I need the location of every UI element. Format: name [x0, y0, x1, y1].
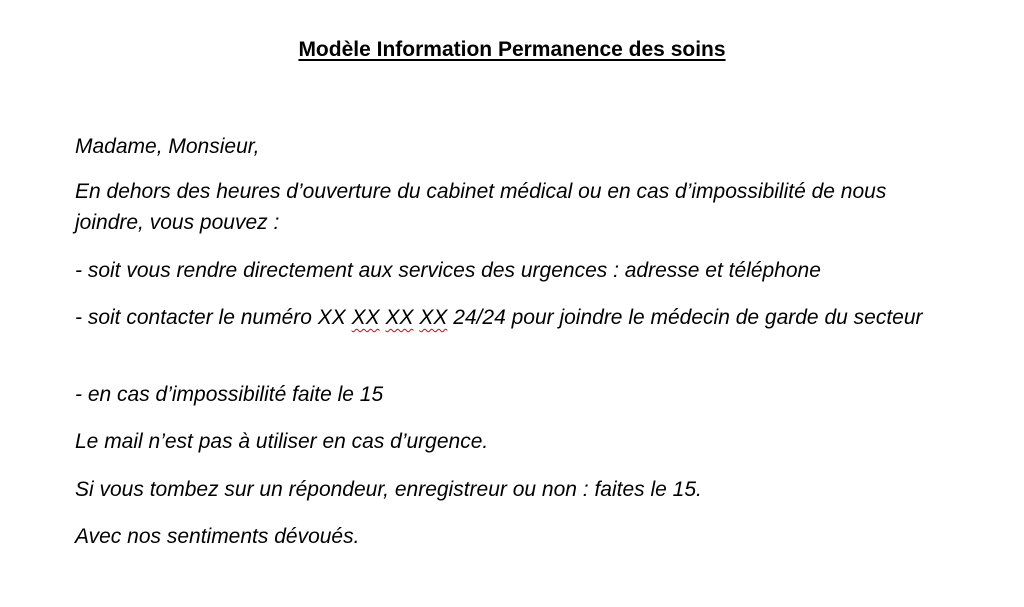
document-title: Modèle Information Permanence des soins	[298, 38, 726, 61]
number-part-1: XX	[351, 306, 380, 329]
option-call-15: - en cas d’impossibilité faite le 15	[75, 383, 384, 406]
option-urgences: - soit vous rendre directement aux services des urgences : adresse et téléphone	[75, 259, 821, 282]
mail-notice: Le mail n’est pas à utiliser en cas d’urgence.	[75, 430, 489, 453]
closing-line: Avec nos sentiments dévoués.	[75, 525, 360, 548]
option-phone-number	[75, 302, 951, 333]
voicemail-notice: Si vous tombez sur un répondeur, enregistreur ou non : faites le 15.	[75, 478, 702, 501]
greeting: Madame, Monsieur,	[75, 135, 260, 158]
intro-paragraph: En dehors des heures d’ouverture du cabinet médical ou en cas d’impossibilité de nous joindre, vous pouvez :	[75, 180, 887, 234]
number-part-3: XX	[419, 306, 448, 329]
option-phone-suffix: 24/24 pour joindre le médecin de garde du secteur	[447, 306, 923, 329]
option-phone-prefix: - soit contacter le numéro XX	[75, 306, 352, 329]
number-part-2: XX	[385, 306, 414, 329]
